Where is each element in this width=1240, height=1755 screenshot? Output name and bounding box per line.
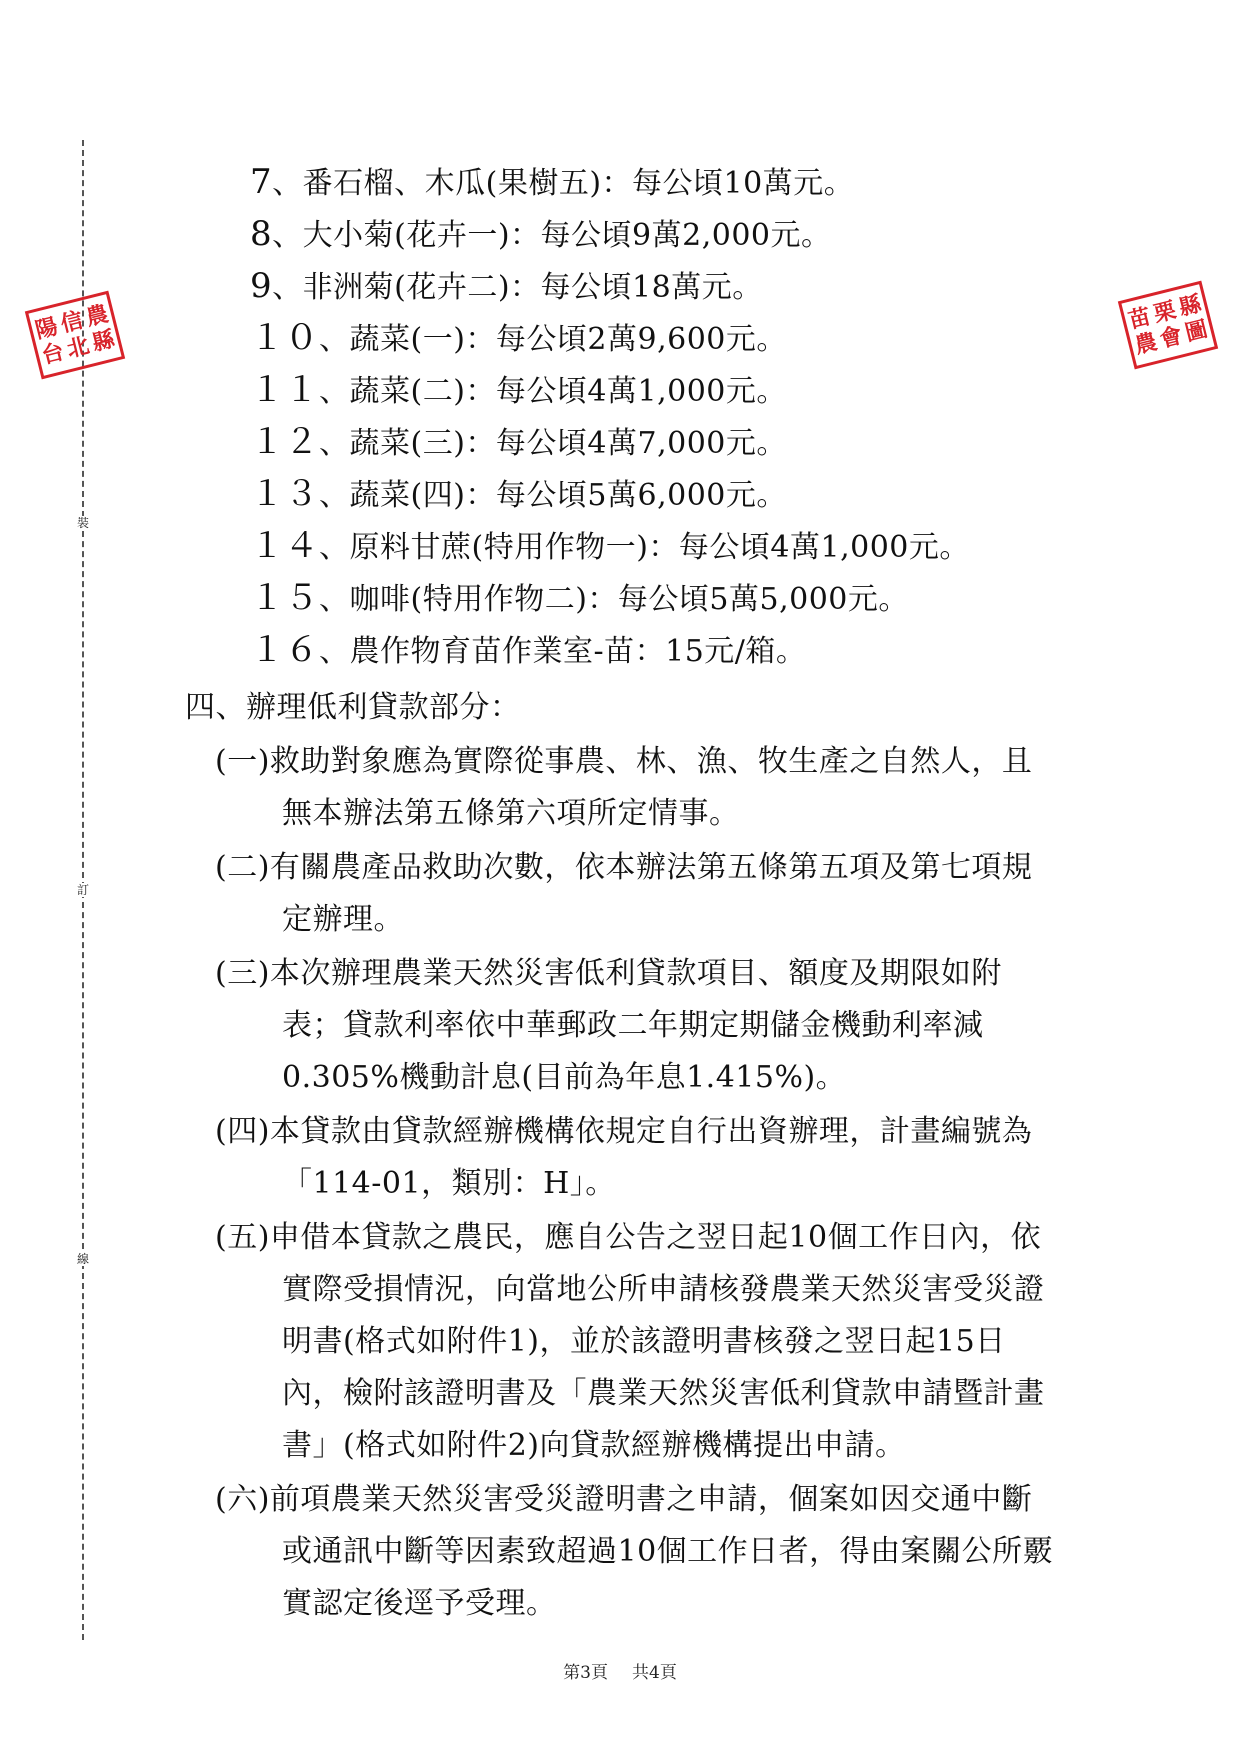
seal-char: 會 — [1157, 322, 1185, 353]
seal-stamp-left — [25, 291, 125, 380]
paragraph-line: 實認定後逕予受理。 — [282, 1586, 557, 1621]
seal-char: 縣 — [89, 326, 118, 357]
paragraph-line: (三)本次辦理農業天然災害低利貸款項目、額度及期限如附 — [215, 956, 1002, 991]
item-text: 、蔬菜(一)：每公頃2萬9,600元。 — [319, 322, 787, 357]
subsidy-item — [250, 162, 854, 204]
seal-char: 台 — [39, 338, 67, 370]
page-total: 共4頁 — [632, 1663, 677, 1683]
item-text: 、蔬菜(三)：每公頃4萬7,000元。 — [319, 426, 787, 461]
item-number: 7 — [250, 162, 273, 202]
item-number: １５ — [250, 578, 319, 618]
paragraph-line: 內，檢附該證明書及「農業天然災害低利貸款申請暨計畫 — [282, 1376, 1045, 1411]
item-text: 、蔬菜(二)：每公頃4萬1,000元。 — [319, 374, 787, 409]
page-footer — [0, 1658, 1240, 1683]
seal-char: 信 — [58, 307, 86, 338]
item-text: 、大小菊(花卉一)：每公頃9萬2,000元。 — [272, 218, 832, 253]
item-text: 、蔬菜(四)：每公頃5萬6,000元。 — [319, 478, 787, 513]
seal-stamp-right — [1118, 281, 1218, 370]
item-number: １１ — [250, 370, 319, 410]
paragraph-line: 0.305%機動計息(目前為年息1.415%)。 — [282, 1060, 847, 1095]
subsidy-item — [250, 318, 787, 360]
paragraph-line: 表；貸款利率依中華郵政二年期定期儲金機動利率減 — [282, 1008, 984, 1043]
page-number: 第3頁 — [563, 1663, 608, 1683]
paragraph-line: (一)救助對象應為實際從事農、林、漁、牧生產之自然人，且 — [215, 744, 1033, 779]
section-heading: 四、辦理低利貸款部分： — [185, 690, 521, 725]
item-text: 、非洲菊(花卉二)：每公頃18萬元。 — [272, 270, 763, 305]
item-number: １６ — [250, 630, 319, 670]
binding-mark-xian: 線 — [76, 1252, 89, 1266]
subsidy-item — [250, 474, 787, 516]
paragraph-line: 書」(格式如附件2)向貸款經辦機構提出申請。 — [282, 1428, 906, 1463]
paragraph-line: 「114-01，類別：H」。 — [282, 1166, 616, 1201]
subsidy-item — [250, 214, 832, 256]
paragraph-line: (二)有關農產品救助次數，依本辦法第五條第五項及第七項規 — [215, 850, 1033, 885]
paragraph-line: (六)前項農業天然災害受災證明書之申請，個案如因交通中斷 — [215, 1482, 1033, 1517]
item-number: １３ — [250, 474, 319, 514]
binding-mark-zhuang: 裝 — [76, 516, 89, 530]
subsidy-item — [250, 370, 787, 412]
seal-char: 農 — [83, 300, 111, 332]
item-number: 9 — [250, 266, 273, 306]
binding-mark-ding: 訂 — [76, 883, 89, 897]
seal-char: 栗 — [1151, 297, 1179, 328]
paragraph-line: (五)申借本貸款之農民，應自公告之翌日起10個工作日內，依 — [215, 1220, 1042, 1255]
subsidy-item — [250, 422, 787, 464]
item-number: １４ — [250, 526, 319, 566]
item-text: 、番石榴、木瓜(果樹五)：每公頃10萬元。 — [272, 166, 855, 201]
paragraph-line: 實際受損情況，向當地公所申請核發農業天然災害受災證 — [282, 1272, 1045, 1307]
seal-char: 苗 — [1125, 303, 1154, 334]
paragraph-line: 無本辦法第五條第六項所定情事。 — [282, 796, 740, 831]
seal-char: 陽 — [32, 313, 61, 344]
item-number: １２ — [250, 422, 319, 462]
seal-char: 北 — [64, 332, 92, 363]
paragraph-line: (四)本貸款由貸款經辦機構依規定自行出資辦理，計畫編號為 — [215, 1114, 1033, 1149]
item-text: 、原料甘蔗(特用作物一)：每公頃4萬1,000元。 — [319, 530, 970, 565]
item-text: 、農作物育苗作業室-苗：15元/箱。 — [319, 634, 807, 669]
seal-char: 農 — [1132, 328, 1160, 360]
subsidy-item — [250, 526, 970, 568]
item-text: 、咖啡(特用作物二)：每公頃5萬5,000元。 — [319, 582, 909, 617]
subsidy-item — [250, 578, 909, 620]
seal-char: 圖 — [1182, 316, 1211, 347]
paragraph-line: 明書(格式如附件1)，並於該證明書核發之翌日起15日 — [282, 1324, 1006, 1359]
item-number: 8 — [250, 214, 273, 254]
paragraph-line: 定辦理。 — [282, 902, 404, 937]
subsidy-item — [250, 266, 763, 308]
paragraph-line: 或通訊中斷等因素致超過10個工作日者，得由案關公所覈 — [282, 1534, 1054, 1569]
seal-char: 縣 — [1176, 290, 1204, 322]
item-number: １０ — [250, 318, 319, 358]
subsidy-item — [250, 630, 806, 672]
